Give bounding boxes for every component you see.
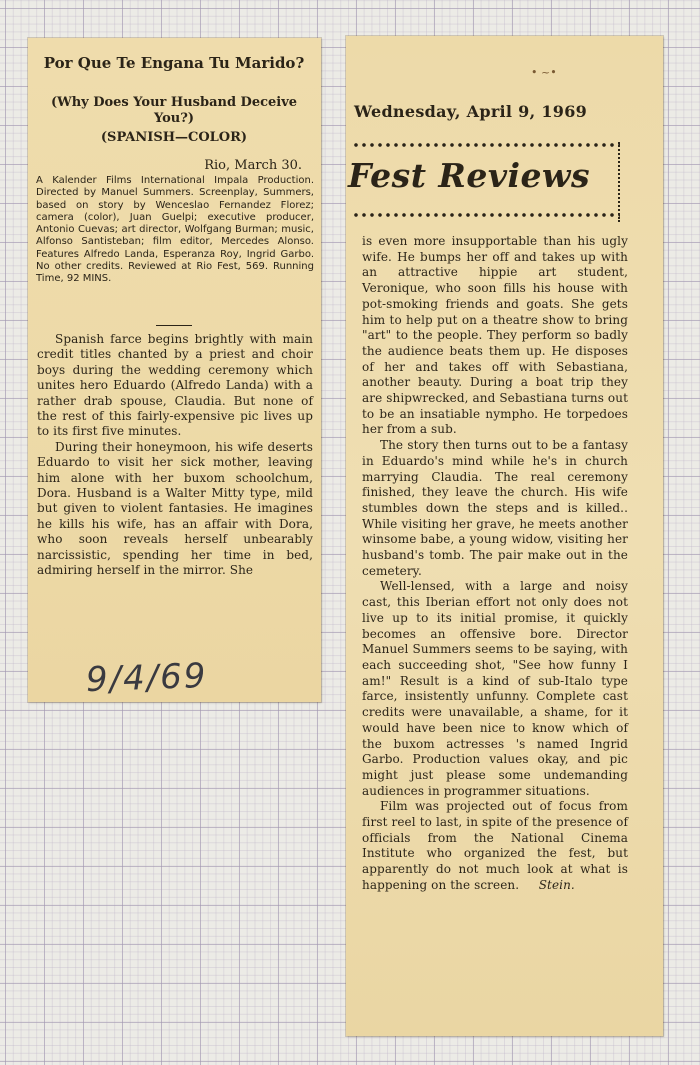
review-body-left: [37, 332, 313, 579]
review-paragraph: [362, 799, 628, 893]
section-divider: [156, 325, 192, 326]
left-clipping: [28, 38, 321, 702]
film-title: Por Que Te Engana Tu Marido?: [43, 54, 305, 72]
reviewer-signature: Stein.: [538, 877, 575, 892]
right-clipping: [346, 36, 663, 1036]
review-paragraph: Well-lensed, with a large and noisy cast, this Iberian effort not only does not live up to its initial promise, it quickly becomes an offensive bore. Director Manuel Summers seems to be saying, with each succeeding shot, "See how funny I am!" Result is a kind of sub-Italo type farce, insistently unfunny. Complete cast credits were unavailable, a shame, for it would have been nice to know which of the buxom actresses 's named Ingrid Garbo. Production values okay, and pic might just please some undemanding audiences in programmer situations.: [362, 579, 628, 798]
review-paragraph: The story then turns out to be a fantasy in Eduardo's mind while he's in church marrying Claudia. The real ceremony finished, they leave the church. His wife stumbles down the steps and is killed.. While visiting her grave, he meets another winsome babe, a young widow, visiting her husband's tomb. The pair make out in the cemetery.: [362, 438, 628, 578]
dateline: Rio, March 30.: [204, 158, 302, 173]
review-paragraph: Spanish farce begins brightly with main credit titles chanted by a priest and choir boys during the wedding ceremony which unites hero Eduardo (Alfredo Landa) with a rather drab spouse, Claudia. But none of the rest of this fairly-expensive pic lives up to its first five minutes.: [37, 332, 313, 439]
decorative-border-bottom: [352, 212, 620, 218]
review-body-right: [362, 234, 628, 894]
review-paragraph-text: Film was projected out of focus from first reel to last, in spite of the presence of officials from the National Cinema Institute who organized the fest, but apparently do not much look at what is happening on the screen.: [362, 799, 628, 892]
stain-mark: • ~•: [531, 66, 557, 79]
handwritten-date: 9/4/69: [85, 655, 209, 701]
publication-date: Wednesday, April 9, 1969: [354, 102, 588, 121]
film-subtitle: (Why Does Your Husband Deceive You?): [50, 95, 298, 126]
credits-block: A Kalender Films International Impala Production. Directed by Manuel Summers. Screenplay, Summers, based on story by Wenceslao Fernandez Florez; camera (color), Juan Guelpi; executive producer, Antonio Cuevas; art director, Wolfgang Burman; music, Alfonso Santisteban; film editor, Mercedes Alonso. Features Alfredo Landa, Esperanza Roy, Ingrid Garbo. No other credits. Reviewed at Rio Fest, 569. Running Time, 92 MINS.: [36, 175, 314, 285]
film-type: (SPANISH—COLOR): [100, 130, 248, 145]
review-paragraph: During their honeymoon, his wife deserts Eduardo to visit her sick mother, leaving him alone with her buxom schoolchum, Dora. Husband is a Walter Mitty type, mild but given to violent fantasies. He imagines he kills his wife, has an affair with Dora, who soon reveals herself unbearably narcissistic, spending her time in bed, admiring herself in the mirror. She: [37, 439, 313, 578]
column-header: Fest Reviews: [348, 156, 591, 195]
review-paragraph: is even more insupportable than his ugly wife. He bumps her off and takes up with an attractive hippie art student, Veronique, who soon fills his house with pot-smoking friends and goats. She gets him to help put on a theatre show to bring "art" to the people. They perform so badly the audience beats them up. He disposes of her and takes off with Sebastiana, another beauty. During a boat trip they are shipwrecked, and Sebastiana turns out to be an insatiable nympho. He torpedoes her from a sub.: [362, 234, 628, 437]
